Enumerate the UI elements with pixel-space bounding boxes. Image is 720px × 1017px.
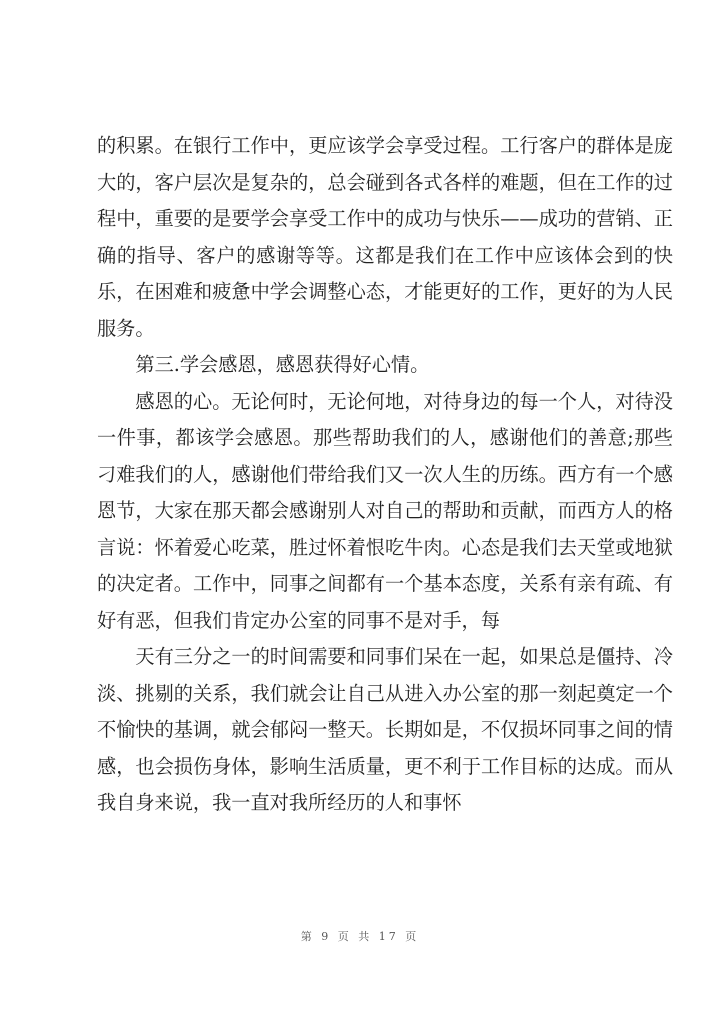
paragraph-3: 感恩的心。无论何时，无论何地，对待身边的每一个人，对待没一件事，都该学会感恩。那些帮助我们的人，感谢他们的善意;那些刁难我们的人，感谢他们带给我们又一次人生的历练。西方有一个感恩节，大家在那天都会感谢别人对自己的帮助和贡献，而西方人的格言说：怀着爱心吃菜，胜过怀着恨吃牛肉。心态是我们去天堂或地狱的决定者。工作中，同事之间都有一个基本态度，关系有亲有疏、有好有恶，但我们肯定办公室的同事不是对手，每 (97, 389, 673, 632)
page-footer (0, 928, 720, 944)
paragraph-2-heading: 第三.学会感恩，感恩获得好心情。 (135, 353, 430, 376)
paragraph-4: 天有三分之一的时间需要和同事们呆在一起，如果总是僵持、冷淡、挑剔的关系，我们就会让自己从进入办公室的那一刻起奠定一个不愉快的基调，就会郁闷一整天。长期如是，不仅损坏同事之间的情感，也会损伤身体，影响生活质量，更不利于工作目标的达成。而从我自身来说，我一直对我所经历的人和事怀 (97, 645, 673, 814)
page-number-label: 第 9 页 共 17 页 (300, 930, 420, 943)
paragraph-1: 的积累。在银行工作中，更应该学会享受过程。工行客户的群体是庞大的，客户层次是复杂的，总会碰到各式各样的难题，但在工作的过程中，重要的是要学会享受工作中的成功与快乐——成功的营销、正确的指导、客户的感谢等等。这都是我们在工作中应该体会到的快乐，在困难和疲惫中学会调整心态，才能更好的工作，更好的为人民服务。 (97, 134, 673, 340)
body-text (97, 128, 673, 822)
